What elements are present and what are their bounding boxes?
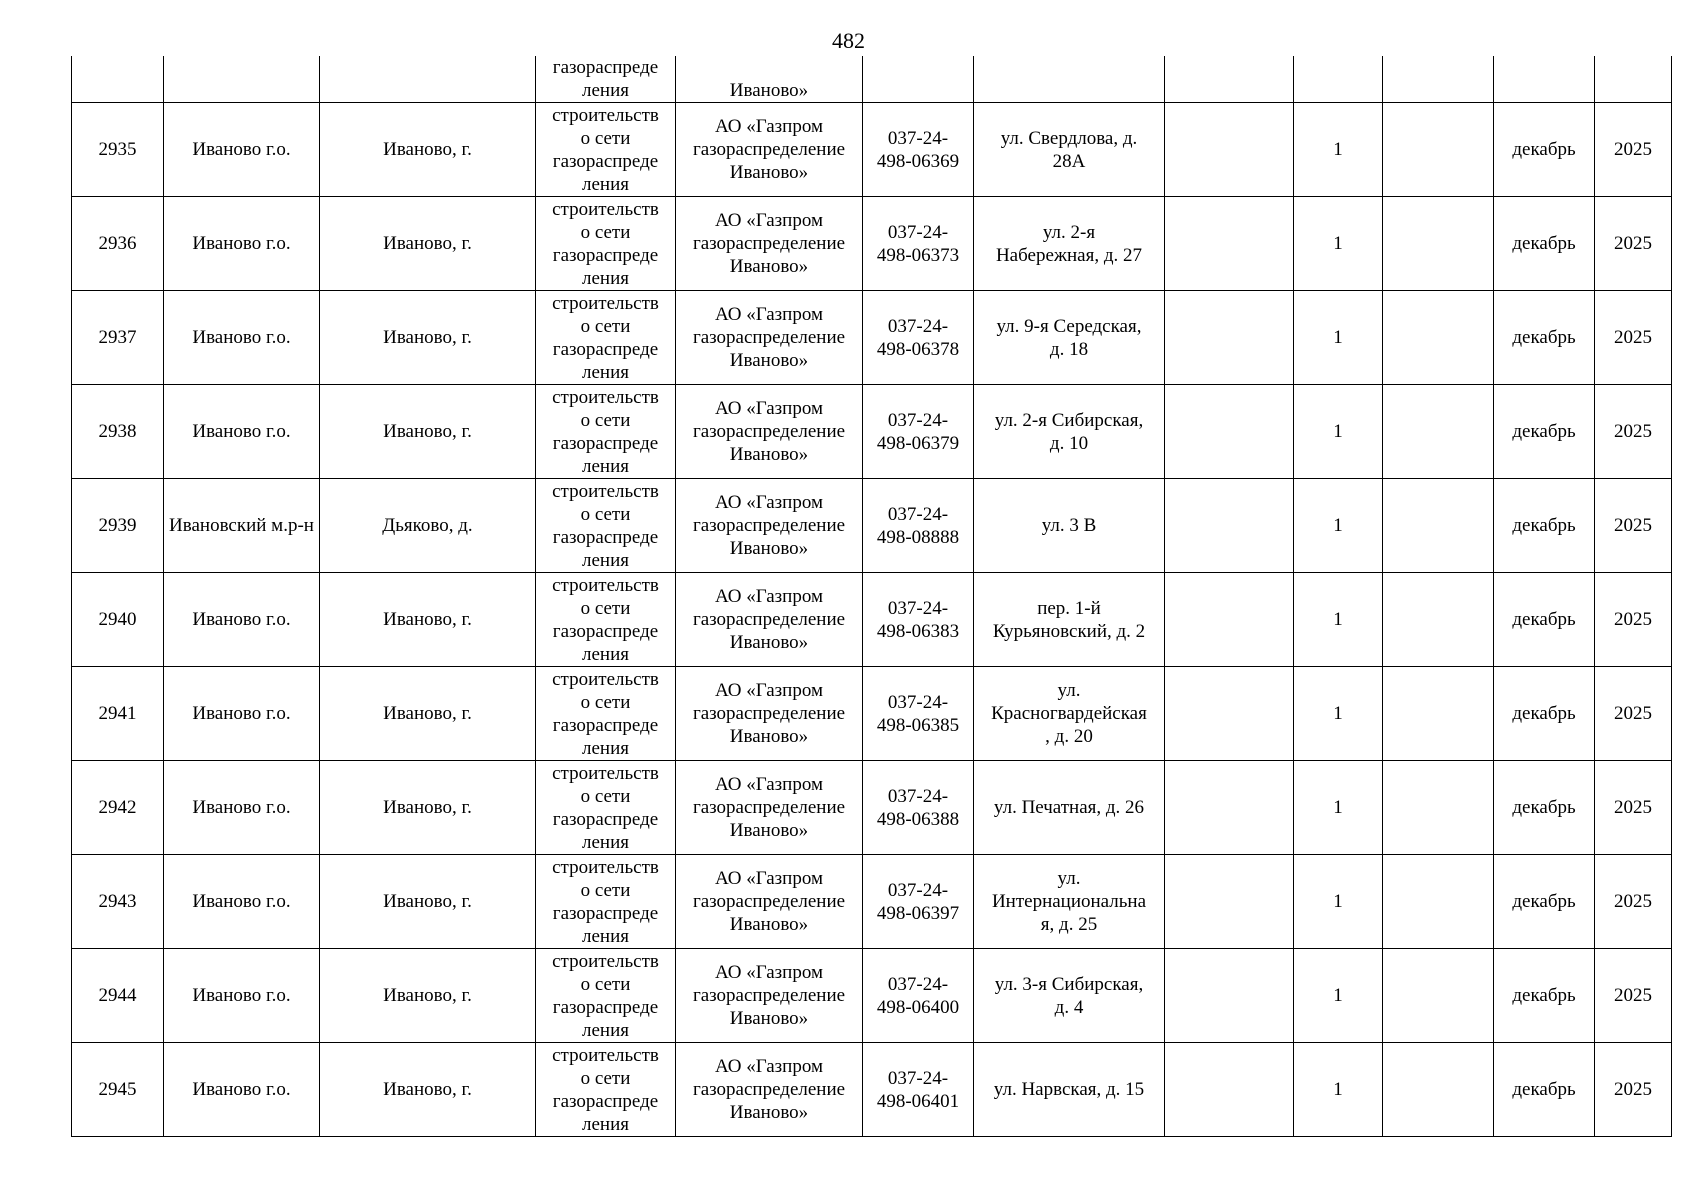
empty-cell: [1383, 573, 1494, 667]
count-cell: 1: [1294, 1043, 1383, 1137]
year-cell: 2025: [1595, 949, 1672, 1043]
object-code-cell: [863, 1043, 974, 1137]
object-code-cell-line: 037-24-: [887, 879, 949, 901]
empty-cell: [1383, 761, 1494, 855]
address-cell-line: ул. 2-я: [1042, 221, 1096, 243]
registry-table: [71, 56, 1672, 1137]
work-type-cell-line: строительств: [552, 480, 659, 502]
work-type-cell: [536, 855, 676, 949]
organization-cell: [676, 855, 863, 949]
address-cell-line: д. 4: [1054, 996, 1084, 1018]
organization-cell-line: АО «Газпром: [714, 1056, 824, 1077]
address-cell: [974, 667, 1165, 761]
object-code-cell-line: 498-08888: [876, 526, 960, 548]
organization-cell-line: газораспределение: [692, 891, 846, 912]
empty-cell: [1383, 103, 1494, 197]
year-cell: 2025: [1595, 573, 1672, 667]
row-number-cell: 2942: [72, 761, 164, 855]
work-type-cell-line: строительств: [552, 856, 659, 878]
work-type-cell-line: о сети: [580, 879, 631, 901]
count-cell: 1: [1294, 385, 1383, 479]
object-code-cell-line: 498-06385: [876, 714, 960, 736]
table-row: [72, 855, 1672, 949]
address-cell: [974, 949, 1165, 1043]
object-code-cell-line: 037-24-: [887, 221, 949, 243]
empty-cell: [1383, 667, 1494, 761]
work-type-cell-line: газораспреде: [552, 808, 659, 830]
organization-cell-line: газораспределение: [692, 1079, 846, 1100]
table-row: [72, 103, 1672, 197]
month-cell: декабрь: [1494, 197, 1595, 291]
table-row: [72, 385, 1672, 479]
address-cell: [974, 479, 1165, 573]
object-code-cell-line: 037-24-: [887, 973, 949, 995]
object-code-cell: [863, 385, 974, 479]
month-cell: декабрь: [1494, 949, 1595, 1043]
count-cell: 1: [1294, 855, 1383, 949]
address-cell-line: ул. Нарвская, д. 15: [993, 1079, 1145, 1100]
row-number-cell: 2945: [72, 1043, 164, 1137]
year-cell: 2025: [1595, 385, 1672, 479]
table-body: [72, 56, 1672, 1137]
object-code-cell-line: 498-06378: [876, 338, 960, 360]
object-code-cell-line: 037-24-: [887, 597, 949, 619]
address-cell-line: д. 18: [1049, 338, 1089, 360]
work-type-cell-line: ления: [582, 831, 629, 853]
organization-cell: [676, 573, 863, 667]
year-cell: 2025: [1595, 855, 1672, 949]
cell-continued: [1165, 56, 1294, 103]
object-code-cell: [863, 479, 974, 573]
organization-cell-line: АО «Газпром: [714, 492, 824, 513]
settlement-cell: Иваново, г.: [320, 385, 536, 479]
month-cell: декабрь: [1494, 1043, 1595, 1137]
work-type-cell-line: строительств: [552, 292, 659, 314]
organization-cell-line: АО «Газпром: [714, 398, 824, 419]
organization-text: Иваново»: [729, 80, 809, 101]
work-type-cell: [536, 197, 676, 291]
work-type-cell-line: о сети: [580, 973, 631, 995]
empty-cell: [1165, 573, 1294, 667]
year-cell: 2025: [1595, 1043, 1672, 1137]
cell-continued: [863, 56, 974, 103]
address-cell: [974, 385, 1165, 479]
district-cell: Иваново г.о.: [164, 385, 320, 479]
work-type-cell-line: ления: [582, 643, 629, 665]
organization-cell-line: газораспределение: [692, 233, 846, 254]
cell-continued: [676, 56, 863, 103]
work-type-cell-line: строительств: [552, 104, 659, 126]
work-type-cell-line: строительств: [552, 386, 659, 408]
object-code-cell-line: 498-06388: [876, 808, 960, 830]
address-cell-line: , д. 20: [1045, 726, 1093, 747]
address-cell-line: я, д. 25: [1040, 914, 1098, 935]
cell-continued: [974, 56, 1165, 103]
empty-cell: [1165, 197, 1294, 291]
settlement-cell: Дьяково, д.: [320, 479, 536, 573]
address-cell-line: ул. 3 В: [1041, 515, 1097, 536]
count-cell: 1: [1294, 573, 1383, 667]
address-cell-line: Красногвардейская: [991, 703, 1147, 724]
settlement-cell: Иваново, г.: [320, 103, 536, 197]
cell-continued: [320, 56, 536, 103]
count-cell: 1: [1294, 197, 1383, 291]
work-type-cell-line: газораспреде: [552, 244, 659, 266]
empty-cell: [1165, 761, 1294, 855]
organization-cell-line: АО «Газпром: [714, 868, 824, 889]
table-row: [72, 573, 1672, 667]
organization-cell: [676, 667, 863, 761]
table-row: [72, 949, 1672, 1043]
organization-cell: [676, 291, 863, 385]
work-type-cell-line: строительств: [552, 1044, 659, 1066]
year-cell: 2025: [1595, 291, 1672, 385]
year-cell: 2025: [1595, 761, 1672, 855]
empty-cell: [1383, 385, 1494, 479]
object-code-cell: [863, 667, 974, 761]
organization-cell-line: газораспределение: [692, 985, 846, 1006]
work-type-cell-line: ления: [582, 1019, 629, 1041]
work-type-cell-line: строительств: [552, 762, 659, 784]
organization-cell-line: газораспределение: [692, 139, 846, 160]
work-type-cell-line: ления: [582, 1113, 629, 1135]
object-code-cell: [863, 855, 974, 949]
organization-cell-line: Иваново»: [729, 726, 809, 747]
organization-cell-line: Иваново»: [729, 1008, 809, 1029]
organization-cell-line: Иваново»: [729, 444, 809, 465]
work-type-cell: [536, 761, 676, 855]
work-type-cell: [536, 949, 676, 1043]
row-number-cell: 2936: [72, 197, 164, 291]
organization-cell-line: Иваново»: [729, 632, 809, 653]
work-type-cell-line: строительств: [552, 950, 659, 972]
organization-cell-line: АО «Газпром: [714, 116, 824, 137]
empty-cell: [1165, 949, 1294, 1043]
work-type-cell-line: газораспреде: [552, 432, 659, 454]
object-code-cell: [863, 573, 974, 667]
work-type-cell-line: газораспреде: [552, 150, 659, 172]
count-cell: 1: [1294, 667, 1383, 761]
year-cell: 2025: [1595, 197, 1672, 291]
empty-cell: [1383, 197, 1494, 291]
organization-cell-line: Иваново»: [729, 820, 809, 841]
organization-cell: [676, 761, 863, 855]
address-cell-line: ул. 9-я Середская,: [996, 315, 1142, 337]
object-code-cell-line: 037-24-: [887, 691, 949, 713]
row-number-cell: 2938: [72, 385, 164, 479]
page-number: 482: [832, 28, 865, 53]
empty-cell: [1383, 855, 1494, 949]
month-cell: декабрь: [1494, 761, 1595, 855]
object-code-cell-line: 498-06383: [876, 620, 960, 642]
count-cell: 1: [1294, 479, 1383, 573]
work-type-cell-line: строительств: [552, 668, 659, 690]
object-code-cell-line: 037-24-: [887, 127, 949, 149]
work-type-cell-line: газораспреде: [552, 338, 659, 360]
address-cell: [974, 1043, 1165, 1137]
address-cell-line: ул. 3-я Сибирская,: [994, 973, 1144, 995]
work-type-cell-line: ления: [582, 925, 629, 947]
work-type-cell: [536, 103, 676, 197]
address-cell: [974, 197, 1165, 291]
work-type-cell-line: ления: [582, 267, 629, 289]
organization-cell-line: газораспределение: [692, 703, 846, 724]
organization-cell: [676, 385, 863, 479]
table-row: [72, 761, 1672, 855]
object-code-cell-line: 037-24-: [887, 315, 949, 337]
organization-cell-line: АО «Газпром: [714, 586, 824, 607]
work-type-cell-line: газораспреде: [552, 526, 659, 548]
district-cell: Иваново г.о.: [164, 1043, 320, 1137]
organization-cell: [676, 103, 863, 197]
object-code-cell-line: 037-24-: [887, 409, 949, 431]
district-cell: Иваново г.о.: [164, 855, 320, 949]
address-cell: [974, 291, 1165, 385]
settlement-cell: Иваново, г.: [320, 1043, 536, 1137]
work-type-cell-line: о сети: [580, 221, 631, 243]
year-cell: 2025: [1595, 103, 1672, 197]
work-type-cell-line: о сети: [580, 409, 631, 431]
work-type-cell-line: о сети: [580, 127, 631, 149]
organization-cell: [676, 197, 863, 291]
year-cell: 2025: [1595, 667, 1672, 761]
month-cell: декабрь: [1494, 385, 1595, 479]
work-type-cell: [536, 667, 676, 761]
organization-cell-line: Иваново»: [729, 256, 809, 277]
work-type-cell-line: о сети: [580, 1067, 631, 1089]
count-cell: 1: [1294, 103, 1383, 197]
cell-continued: [164, 56, 320, 103]
settlement-cell: Иваново, г.: [320, 855, 536, 949]
object-code-cell-line: 498-06400: [876, 996, 960, 1018]
object-code-cell-line: 037-24-: [887, 785, 949, 807]
month-cell: декабрь: [1494, 855, 1595, 949]
count-cell: 1: [1294, 949, 1383, 1043]
organization-cell: [676, 949, 863, 1043]
object-code-cell-line: 498-06369: [876, 150, 960, 172]
address-cell: [974, 855, 1165, 949]
organization-cell-line: АО «Газпром: [714, 774, 824, 795]
empty-cell: [1165, 291, 1294, 385]
month-cell: декабрь: [1494, 667, 1595, 761]
empty-cell: [1383, 479, 1494, 573]
empty-cell: [1383, 949, 1494, 1043]
organization-cell-line: Иваново»: [729, 162, 809, 183]
organization-cell-line: АО «Газпром: [714, 962, 824, 983]
object-code-cell-line: 498-06379: [876, 432, 960, 454]
organization-cell: [676, 479, 863, 573]
address-cell: [974, 761, 1165, 855]
organization-cell-line: Иваново»: [729, 914, 809, 935]
address-cell-line: Набережная, д. 27: [995, 244, 1143, 266]
address-cell-line: ул. 2-я Сибирская,: [994, 409, 1144, 431]
row-number-cell: 2937: [72, 291, 164, 385]
month-cell: декабрь: [1494, 291, 1595, 385]
work-type-cell: [536, 385, 676, 479]
year-cell: 2025: [1595, 479, 1672, 573]
empty-cell: [1165, 103, 1294, 197]
organization-cell-line: Иваново»: [729, 1102, 809, 1123]
address-cell-line: ул. Печатная, д. 26: [993, 797, 1145, 818]
object-code-cell-line: 037-24-: [887, 503, 949, 525]
work-type-cell-line: газораспреде: [552, 902, 659, 924]
work-type-cell-line: строительств: [552, 574, 659, 596]
empty-cell: [1165, 479, 1294, 573]
row-number-cell: 2939: [72, 479, 164, 573]
row-number-cell: 2943: [72, 855, 164, 949]
empty-cell: [1165, 855, 1294, 949]
empty-cell: [1165, 667, 1294, 761]
cell-continued: [536, 56, 676, 103]
work-type-cell: [536, 479, 676, 573]
work-type-cell-line: о сети: [580, 691, 631, 713]
cell-continued: [1383, 56, 1494, 103]
settlement-cell: Иваново, г.: [320, 573, 536, 667]
settlement-cell: Иваново, г.: [320, 761, 536, 855]
work-type-cell-line: ления: [582, 549, 629, 571]
address-cell-line: Курьяновский, д. 2: [992, 620, 1146, 642]
settlement-cell: Иваново, г.: [320, 291, 536, 385]
work-type-text: ления: [582, 80, 629, 101]
organization-cell-line: газораспределение: [692, 421, 846, 442]
empty-cell: [1165, 385, 1294, 479]
district-cell: Иваново г.о.: [164, 197, 320, 291]
count-cell: 1: [1294, 291, 1383, 385]
work-type-text: газораспреде: [552, 57, 659, 78]
row-number-cell: 2935: [72, 103, 164, 197]
settlement-cell: Иваново, г.: [320, 949, 536, 1043]
organization-cell-line: газораспределение: [692, 797, 846, 818]
district-cell: Иваново г.о.: [164, 761, 320, 855]
object-code-cell-line: 498-06401: [876, 1090, 960, 1112]
district-cell: Иваново г.о.: [164, 291, 320, 385]
object-code-cell: [863, 197, 974, 291]
work-type-cell-line: ления: [582, 173, 629, 195]
object-code-cell: [863, 949, 974, 1043]
cell-continued: [1294, 56, 1383, 103]
organization-cell-line: газораспределение: [692, 515, 846, 536]
address-cell-line: ул.: [1057, 868, 1081, 889]
organization-cell: [676, 1043, 863, 1137]
table-row: [72, 479, 1672, 573]
cell-continued: [1494, 56, 1595, 103]
work-type-cell-line: ления: [582, 361, 629, 383]
address-cell-line: ул. Свердлова, д.: [1000, 127, 1138, 149]
table-row: [72, 667, 1672, 761]
district-cell: Ивановский м.р-н: [164, 479, 320, 573]
address-cell: [974, 103, 1165, 197]
address-cell-line: пер. 1-й: [1037, 597, 1101, 619]
settlement-cell: Иваново, г.: [320, 197, 536, 291]
table-row: [72, 1043, 1672, 1137]
address-cell-line: 28А: [1052, 150, 1086, 172]
work-type-cell-line: газораспреде: [552, 996, 659, 1018]
table-row-continued: [72, 56, 1672, 103]
work-type-cell-line: строительств: [552, 198, 659, 220]
month-cell: декабрь: [1494, 479, 1595, 573]
organization-cell-line: АО «Газпром: [714, 210, 824, 231]
organization-cell-line: газораспределение: [692, 609, 846, 630]
work-type-cell: [536, 1043, 676, 1137]
empty-cell: [1165, 1043, 1294, 1137]
table-row: [72, 291, 1672, 385]
cell-continued: [1595, 56, 1672, 103]
work-type-cell-line: о сети: [580, 785, 631, 807]
work-type-cell-line: о сети: [580, 315, 631, 337]
organization-cell-line: Иваново»: [729, 350, 809, 371]
object-code-cell-line: 498-06373: [876, 244, 960, 266]
month-cell: декабрь: [1494, 573, 1595, 667]
work-type-cell-line: газораспреде: [552, 1090, 659, 1112]
row-number-cell: 2941: [72, 667, 164, 761]
row-number-cell: 2944: [72, 949, 164, 1043]
work-type-cell-line: газораспреде: [552, 714, 659, 736]
empty-cell: [1383, 1043, 1494, 1137]
work-type-cell: [536, 573, 676, 667]
organization-cell-line: Иваново»: [729, 538, 809, 559]
object-code-cell: [863, 103, 974, 197]
object-code-cell-line: 498-06397: [876, 902, 960, 924]
count-cell: 1: [1294, 761, 1383, 855]
settlement-cell: Иваново, г.: [320, 667, 536, 761]
district-cell: Иваново г.о.: [164, 103, 320, 197]
address-cell: [974, 573, 1165, 667]
empty-cell: [1383, 291, 1494, 385]
organization-cell-line: газораспределение: [692, 327, 846, 348]
object-code-cell: [863, 291, 974, 385]
address-cell-line: д. 10: [1049, 432, 1089, 454]
organization-cell-line: АО «Газпром: [714, 680, 824, 701]
object-code-cell-line: 037-24-: [887, 1067, 949, 1089]
work-type-cell: [536, 291, 676, 385]
organization-cell-line: АО «Газпром: [714, 304, 824, 325]
object-code-cell: [863, 761, 974, 855]
district-cell: Иваново г.о.: [164, 573, 320, 667]
month-cell: декабрь: [1494, 103, 1595, 197]
table-row: [72, 197, 1672, 291]
work-type-cell-line: ления: [582, 455, 629, 477]
address-cell-line: Интернациональна: [991, 891, 1147, 912]
work-type-cell-line: о сети: [580, 597, 631, 619]
district-cell: Иваново г.о.: [164, 949, 320, 1043]
district-cell: Иваново г.о.: [164, 667, 320, 761]
row-number-cell: 2940: [72, 573, 164, 667]
address-cell-line: ул.: [1057, 680, 1081, 701]
cell-continued: [72, 56, 164, 103]
work-type-cell-line: газораспреде: [552, 620, 659, 642]
work-type-cell-line: ления: [582, 737, 629, 759]
work-type-cell-line: о сети: [580, 503, 631, 525]
